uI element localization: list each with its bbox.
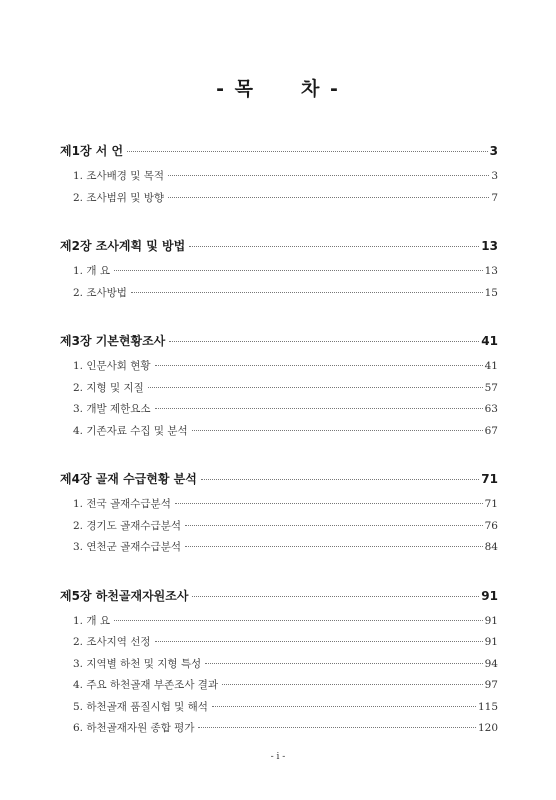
chapter-entry-page: 71 xyxy=(481,472,498,486)
dot-leader xyxy=(189,242,479,247)
page-title-right: 차 - xyxy=(301,78,340,100)
section-entry-title: 3. 연천군 골재수급분석 xyxy=(73,541,181,553)
dot-leader xyxy=(168,193,489,198)
dot-leader xyxy=(114,266,483,271)
dot-leader xyxy=(155,404,483,409)
dot-leader xyxy=(148,383,483,388)
section-entry-title: 1. 개 요 xyxy=(73,614,110,627)
section-entry-page: 94 xyxy=(484,657,498,670)
section-entry-page: 91 xyxy=(484,614,498,627)
chapter-entry-page: 3 xyxy=(489,144,498,158)
chapter-entry-title: 제3장 기본현황조사 xyxy=(60,334,166,348)
section-entry-page: 57 xyxy=(484,381,498,394)
dot-leader xyxy=(222,680,483,685)
table-of-contents xyxy=(60,141,498,767)
section-entry[interactable] xyxy=(60,494,498,516)
dot-leader xyxy=(192,426,483,431)
chapter-entry-page: 13 xyxy=(481,239,498,253)
section-entry-title: 1. 개 요 xyxy=(73,265,110,277)
page-number: - i - xyxy=(270,752,286,762)
dot-leader xyxy=(185,521,483,526)
section-entry-page: 120 xyxy=(477,722,498,734)
section-entry-page: 3 xyxy=(491,170,498,182)
section-entry-page: 67 xyxy=(484,424,498,437)
chapter-entry[interactable] xyxy=(60,586,498,606)
dot-leader xyxy=(185,542,483,547)
section-entry[interactable] xyxy=(60,718,498,740)
section-entry-title: 2. 지형 및 지질 xyxy=(73,381,144,394)
section-entry-page: 84 xyxy=(484,541,498,553)
dot-leader xyxy=(114,616,483,621)
section-entry-title: 2. 조사방법 xyxy=(73,286,127,299)
section-entry[interactable] xyxy=(60,516,498,538)
section-entry-page: 63 xyxy=(484,403,498,415)
section-entry-title: 4. 주요 하천골재 부존조사 결과 xyxy=(73,679,219,691)
chapter-block xyxy=(60,236,498,304)
section-entry[interactable] xyxy=(60,654,498,676)
section-entry-title: 2. 조사지역 선정 xyxy=(73,636,151,648)
chapter-entry-title: 제4장 골재 수급현황 분석 xyxy=(60,472,197,486)
chapter-entry-page: 91 xyxy=(481,588,498,603)
section-entry-page: 76 xyxy=(484,519,498,532)
chapter-entry[interactable] xyxy=(60,141,498,161)
chapter-entry[interactable] xyxy=(60,236,498,256)
section-entry[interactable] xyxy=(60,261,498,283)
section-entry[interactable] xyxy=(60,399,498,421)
dot-leader xyxy=(175,499,483,504)
chapter-entry-page: 41 xyxy=(481,334,498,348)
chapter-block xyxy=(60,331,498,442)
section-entry[interactable] xyxy=(60,166,498,188)
section-entry[interactable] xyxy=(60,421,498,443)
dot-leader xyxy=(127,147,488,152)
section-entry-title: 5. 하천골재 품질시험 및 해석 xyxy=(73,700,208,713)
section-entry[interactable] xyxy=(60,675,498,697)
section-entry[interactable] xyxy=(60,611,498,633)
section-entry-page: 71 xyxy=(484,498,498,510)
dot-leader xyxy=(192,592,479,597)
section-entry-title: 3. 개발 제한요소 xyxy=(73,403,151,415)
section-entry-page: 115 xyxy=(477,700,498,713)
dot-leader xyxy=(198,723,475,728)
page-title-left: - 목 xyxy=(216,78,255,100)
page-title xyxy=(0,74,556,101)
section-entry-page: 41 xyxy=(484,360,498,372)
section-entry-title: 1. 인문사회 현황 xyxy=(73,360,151,372)
chapter-entry-title: 제1장 서 언 xyxy=(60,144,124,158)
dot-leader xyxy=(205,659,482,664)
chapter-entry-title: 제2장 조사계획 및 방법 xyxy=(60,239,186,253)
dot-leader xyxy=(201,475,479,480)
section-entry-page: 13 xyxy=(484,265,498,277)
dot-leader xyxy=(169,337,479,342)
chapter-entry-title: 제5장 하천골재자원조사 xyxy=(60,588,189,603)
section-entry[interactable] xyxy=(60,697,498,719)
section-entry-page: 15 xyxy=(484,286,498,299)
section-entry[interactable] xyxy=(60,378,498,400)
dot-leader xyxy=(168,171,489,176)
section-entry[interactable] xyxy=(60,537,498,559)
section-entry-title: 1. 전국 골재수급분석 xyxy=(73,498,171,510)
chapter-block xyxy=(60,586,498,740)
section-entry-title: 4. 기존자료 수집 및 분석 xyxy=(73,424,188,437)
section-entry-title: 3. 지역별 하천 및 지형 특성 xyxy=(73,657,202,670)
section-entry-page: 91 xyxy=(484,636,498,648)
section-entry-page: 7 xyxy=(491,191,498,204)
dot-leader xyxy=(212,702,476,707)
chapter-entry[interactable] xyxy=(60,469,498,489)
chapter-block xyxy=(60,141,498,209)
dot-leader xyxy=(155,361,483,366)
section-entry[interactable] xyxy=(60,283,498,305)
section-entry-title: 6. 하천골재자원 종합 평가 xyxy=(73,722,195,734)
dot-leader xyxy=(155,637,483,642)
chapter-block xyxy=(60,469,498,559)
section-entry[interactable] xyxy=(60,188,498,210)
section-entry-title: 2. 조사범위 및 방향 xyxy=(73,191,165,204)
section-entry-page: 97 xyxy=(484,679,498,691)
section-entry[interactable] xyxy=(60,632,498,654)
section-entry-title: 1. 조사배경 및 목적 xyxy=(73,170,165,182)
section-entry-title: 2. 경기도 골재수급분석 xyxy=(73,519,181,532)
dot-leader xyxy=(131,288,483,293)
section-entry[interactable] xyxy=(60,356,498,378)
chapter-entry[interactable] xyxy=(60,331,498,351)
